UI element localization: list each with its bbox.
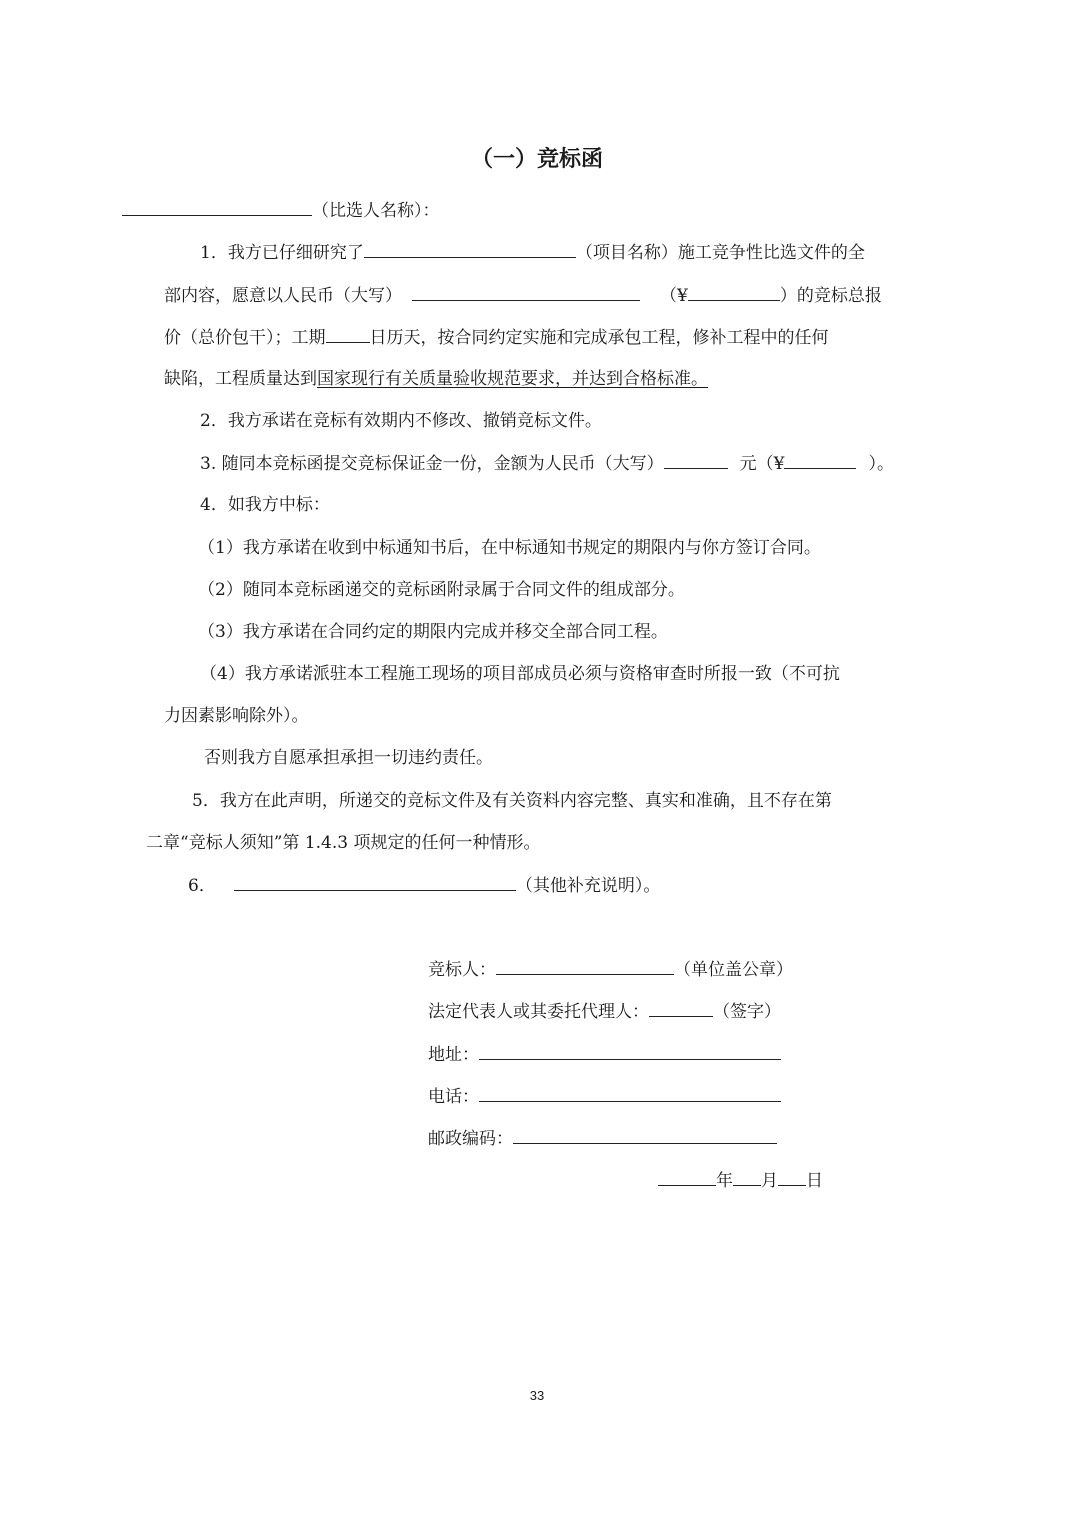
address-blank[interactable] [479, 1042, 781, 1060]
month-blank[interactable] [733, 1168, 761, 1186]
address-line: 地址： [428, 1042, 781, 1066]
page-number: 33 [529, 1388, 545, 1403]
bidder-seal-blank[interactable] [496, 957, 674, 975]
date-line: 年 月 日 [658, 1168, 823, 1192]
item5-line1: 5．我方在此声明，所递交的竞标文件及有关资料内容完整、真实和准确，且不存在第 [192, 791, 832, 811]
deposit-words-blank[interactable] [664, 451, 728, 469]
addressee-suffix: （比选人名称）： [312, 201, 440, 221]
day-blank[interactable] [778, 1168, 806, 1186]
item3-line: 3. 随同本竞标函提交竞标保证金一份，金额为人民币（大写） 元（¥ ）。 [200, 451, 894, 475]
year-blank[interactable] [658, 1168, 716, 1186]
addressee-line [122, 198, 440, 222]
total-price-figures-blank[interactable] [688, 283, 780, 301]
project-name-blank[interactable] [364, 240, 576, 258]
item4-4-line1: （4）我方承诺派驻本工程施工现场的项目部成员必须与资格审查时所报一致（不可抗 [200, 664, 840, 684]
postcode-blank[interactable] [513, 1126, 777, 1144]
legal-rep-line: 法定代表人或其委托代理人： （签字） [428, 999, 781, 1023]
item4-4-line2: 力因素影响除外）。 [164, 706, 309, 726]
postcode-line: 邮政编码： [428, 1126, 777, 1150]
item6-line: 6． （其他补充说明）。 [188, 873, 660, 897]
duration-days-blank[interactable] [326, 325, 370, 343]
item1-line2: 部内容，愿意以人民币（大写） （¥ ）的竞标总报 [164, 283, 882, 307]
legal-rep-signature-blank[interactable] [649, 999, 713, 1017]
bidder-signature-line: 竞标人： （单位盖公章） [428, 957, 793, 981]
item1-line1: 1．我方已仔细研究了 （项目名称）施工竞争性比选文件的全 [200, 240, 865, 264]
item2-line: 2．我方承诺在竞标有效期内不修改、撤销竞标文件。 [200, 411, 602, 431]
item4-2-line: （2）随同本竞标函递交的竞标函附录属于合同文件的组成部分。 [198, 580, 685, 600]
other-notes-blank[interactable] [234, 873, 516, 891]
total-price-words-blank[interactable] [412, 283, 640, 301]
phone-line: 电话： [428, 1084, 781, 1108]
item1-line4: 缺陷，工程质量达到国家现行有关质量验收规范要求，并达到合格标准。 [164, 369, 708, 389]
deposit-figures-blank[interactable] [784, 451, 856, 469]
item4-1-line: （1）我方承诺在收到中标通知书后，在中标通知书规定的期限内与你方签订合同。 [198, 538, 821, 558]
otherwise-line: 否则我方自愿承担承担一切违约责任。 [204, 748, 493, 768]
item1-line3: 价（总价包干）；工期 日历天，按合同约定实施和完成承包工程，修补工程中的任何 [164, 325, 829, 349]
phone-blank[interactable] [479, 1084, 781, 1102]
item4-3-line: （3）我方承诺在合同约定的期限内完成并移交全部合同工程。 [198, 622, 668, 642]
page-title: （一）竞标函 [470, 146, 603, 172]
item4-line: 4．如我方中标： [200, 495, 330, 515]
item5-line2: 二章“竞标人须知”第 1.4.3 项规定的任何一种情形。 [146, 833, 541, 853]
bidder-name-blank[interactable] [122, 198, 312, 216]
